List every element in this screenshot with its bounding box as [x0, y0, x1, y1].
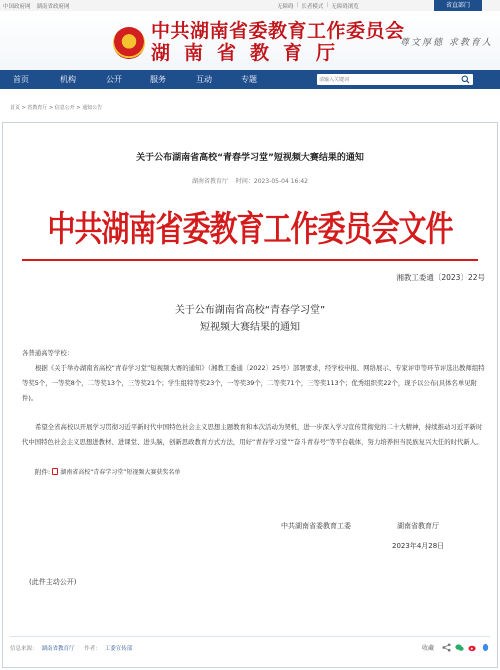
attachment-file-icon — [52, 468, 58, 475]
attachment-label: 附件: — [35, 468, 51, 476]
search-box — [317, 74, 473, 85]
public-note: (此件主动公开) — [29, 578, 77, 586]
sign-date: 2023年4月28日 — [392, 542, 445, 550]
favorite-button[interactable]: 收藏 — [422, 645, 435, 652]
document-header: 中共湖南省委教育工作委员会文件 — [47, 208, 453, 250]
site-header — [0, 11, 500, 70]
red-divider — [22, 259, 478, 261]
footer-divider — [10, 636, 490, 637]
editor-value[interactable]: 工委宣传部 — [104, 646, 133, 652]
site-title-line2: 湖南省教育厅 — [151, 42, 350, 64]
attachment — [35, 467, 180, 476]
article-time: 时间：2023-05-04 16:42 — [235, 178, 308, 185]
site-slogan: 尊文厚德 求教育人 — [400, 38, 493, 48]
source-value[interactable]: 湖南省教育厅 — [41, 646, 75, 652]
signer-department: 湖南省教育厅 — [397, 522, 439, 530]
department-button[interactable]: 省直部门 — [434, 0, 482, 11]
source-label: 信息来源： — [10, 646, 38, 652]
accessibility-link[interactable]: 无障碍 — [277, 4, 294, 10]
document-title-line2: 短视频大赛结果的通知 — [200, 322, 300, 333]
article-footer-info — [10, 644, 132, 652]
accessibility-links — [277, 2, 359, 10]
search-input[interactable] — [319, 75, 454, 84]
national-emblem-icon — [113, 27, 145, 59]
signer-committee: 中共湖南省委教育工委 — [281, 522, 351, 530]
body-paragraph-2: 希望全省高校以开展学习贯彻习近平新时代中国特色社会主义思想主题教育和本次活动为契机，进一步深入学习宣传贯彻党的二十大精神，持续推动习近平新时代中国特色社会主义思想进教材、进课堂、进头脑，创新思政教育方式方法，用好“青春学习堂”“奋斗青春号”等平台载体，努力培养担当民族复兴大任的时代新人。 — [22, 423, 483, 446]
province-gov-link[interactable]: 湖南省政府网 — [36, 4, 70, 10]
body-paragraph-1: 根据《关于举办湖南省高校“青春学习堂”短视频大赛的通知》（湘教工委通〔2022〕25号）部署要求，经学校申报、网络展示、专家评审等环节评选出教师组特等奖5个，一等奖8个，二等奖13个，三等奖21个；学生组特等奖23个，一等奖39个，二等奖71个，三等奖113个；优秀组织奖22个，现予以公布(具体名单见附件)。 — [22, 364, 485, 402]
barrier-free-link[interactable]: 无障碍浏览 — [331, 4, 359, 10]
separator: | — [326, 2, 329, 8]
weibo-icon[interactable] — [468, 643, 477, 652]
gov-link[interactable]: 中国政府网 — [3, 4, 31, 10]
nav-item-public[interactable]: 公开 — [106, 75, 122, 84]
nav-item-topics[interactable]: 专题 — [241, 75, 257, 84]
nav-item-home[interactable]: 首页 — [13, 75, 29, 84]
wechat-icon[interactable] — [455, 643, 464, 652]
elder-mode-link[interactable]: 长者模式 — [301, 4, 324, 10]
external-links — [3, 2, 70, 10]
search-icon[interactable] — [461, 75, 470, 84]
document-number: 湘教工委通〔2023〕22号 — [396, 273, 485, 282]
salutation: 各普通高等学校： — [22, 349, 74, 357]
qq-icon[interactable] — [481, 643, 490, 652]
breadcrumb[interactable]: 首页 > 省教育厅 > 信息公开 > 通知公告 — [10, 105, 103, 111]
share-icon[interactable] — [442, 643, 451, 652]
article-title: 关于公布湖南省高校“青春学习堂”短视频大赛结果的通知 — [136, 153, 364, 163]
nav-item-interact[interactable]: 互动 — [196, 75, 212, 84]
attachment-link[interactable]: 湖南省高校“青春学习堂”短视频大赛获奖名单 — [60, 469, 181, 476]
nav-item-service[interactable]: 服务 — [150, 75, 166, 84]
article-meta — [0, 176, 500, 185]
nav-item-org[interactable]: 机构 — [60, 75, 76, 84]
article-source: 湖南省教育厅 — [191, 178, 228, 185]
top-utility-bar — [0, 0, 500, 11]
separator: | — [296, 2, 299, 8]
site-title-line1: 中共湖南省委教育工作委员会 — [151, 20, 405, 42]
document-title-line1: 关于公布湖南省高校“青春学习堂” — [174, 305, 326, 316]
editor-label: 作者： — [84, 646, 101, 652]
